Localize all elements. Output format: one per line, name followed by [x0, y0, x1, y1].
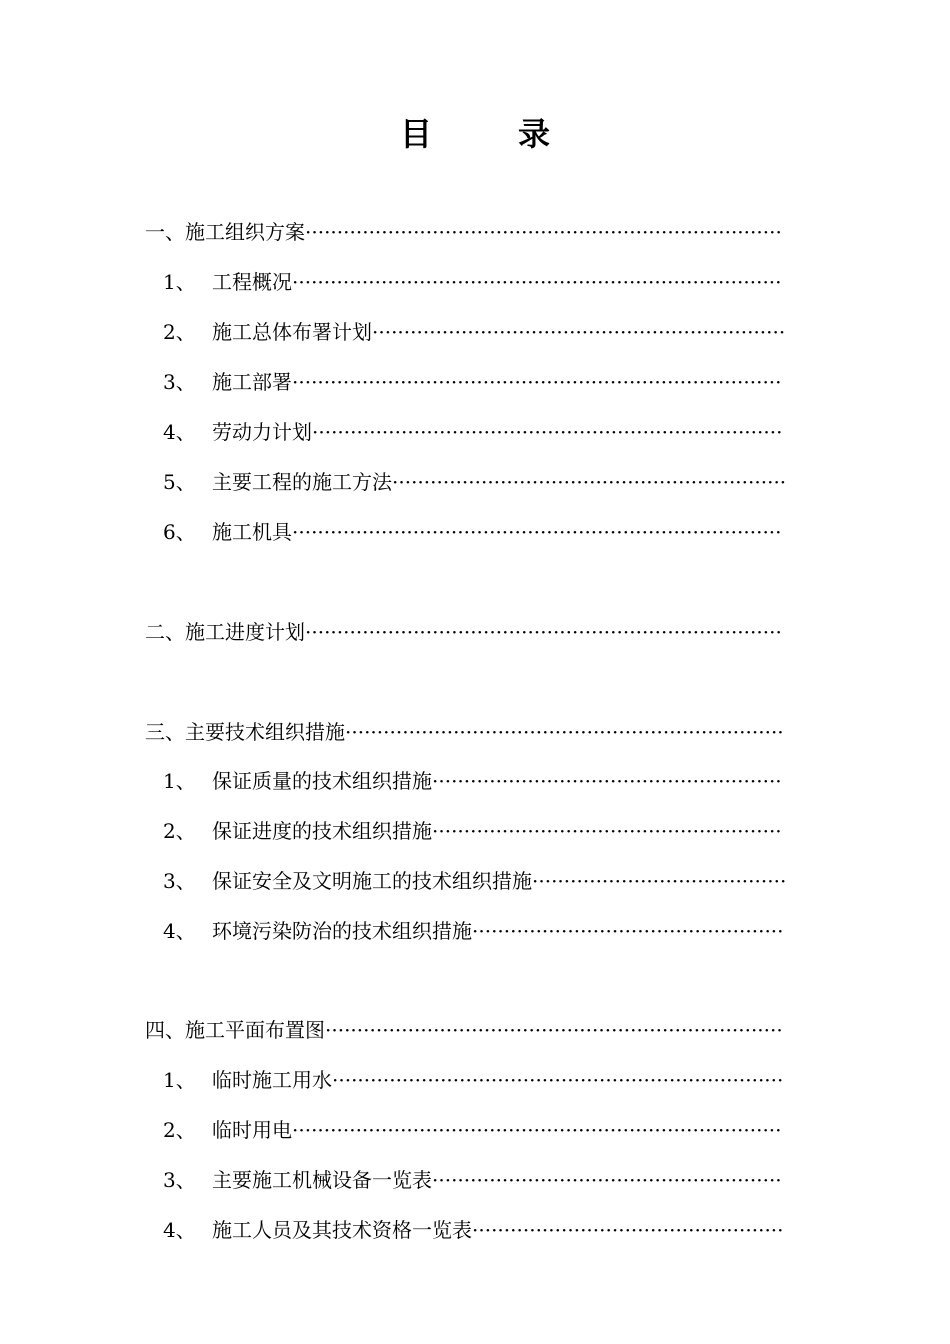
toc-item-number: 3、 [163, 869, 196, 893]
toc-section-1[interactable] [145, 217, 790, 247]
toc-leader-dots: ············································································· [292, 1118, 782, 1142]
toc-section-prefix: 四、 [145, 1018, 185, 1042]
toc-section-prefix: 三、 [145, 720, 185, 744]
toc-item[interactable] [163, 317, 792, 347]
toc-item-label: 保证质量的技术组织措施 [212, 769, 432, 793]
toc-leader-dots: ················································· [472, 919, 784, 943]
toc-item[interactable] [163, 1065, 792, 1095]
title-char-2: 录 [518, 115, 551, 153]
toc-item-label: 施工人员及其技术资格一览表 [212, 1218, 472, 1242]
toc-leader-dots: ····································································· [345, 720, 784, 744]
toc-item[interactable] [163, 816, 792, 846]
toc-section-3[interactable] [145, 717, 790, 747]
toc-item-number: 2、 [163, 320, 196, 344]
toc-item-number: 3、 [163, 370, 196, 394]
toc-item[interactable] [163, 517, 792, 547]
toc-item[interactable] [163, 866, 792, 896]
toc-item[interactable] [163, 766, 792, 796]
toc-item[interactable] [163, 467, 792, 497]
toc-item[interactable] [163, 1215, 792, 1245]
toc-item-label: 临时施工用水 [212, 1068, 332, 1092]
toc-section-2[interactable] [145, 617, 790, 647]
title-char-1: 目 [399, 115, 432, 153]
toc-leader-dots: ············································································· [292, 370, 782, 394]
toc-leader-dots: ··········································································· [305, 220, 782, 244]
toc-item-label: 主要施工机械设备一览表 [212, 1168, 432, 1192]
toc-section-prefix: 二、 [145, 620, 185, 644]
toc-item[interactable] [163, 417, 792, 447]
toc-item[interactable] [163, 367, 792, 397]
toc-leader-dots: ······································································· [332, 1068, 784, 1092]
toc-item[interactable] [163, 1115, 792, 1145]
toc-item-number: 6、 [163, 520, 196, 544]
toc-item-label: 主要工程的施工方法 [212, 470, 392, 494]
toc-section-label: 施工组织方案 [185, 220, 305, 244]
toc-item-number: 2、 [163, 819, 196, 843]
toc-section-label: 施工平面布置图 [185, 1018, 325, 1042]
toc-leader-dots: ················································· [472, 1218, 784, 1242]
toc-item-label: 工程概况 [212, 270, 292, 294]
toc-leader-dots: ··········································································· [305, 620, 782, 644]
toc-item-label: 保证安全及文明施工的技术组织措施 [212, 869, 532, 893]
toc-leader-dots: ······················································· [432, 1168, 782, 1192]
toc-item-label: 临时用电 [212, 1118, 292, 1142]
toc-item-label: 环境污染防治的技术组织措施 [212, 919, 472, 943]
toc-item-number: 5、 [163, 470, 196, 494]
toc-item-label: 施工总体布署计划 [212, 320, 372, 344]
toc-item[interactable] [163, 267, 792, 297]
page-title [0, 112, 950, 156]
toc-leader-dots: ········································································ [325, 1018, 783, 1042]
toc-leader-dots: ······················································· [432, 819, 782, 843]
toc-item-number: 4、 [163, 919, 196, 943]
toc-leader-dots: ································································· [372, 320, 786, 344]
toc-item-number: 3、 [163, 1168, 196, 1192]
toc-section-prefix: 一、 [145, 220, 185, 244]
toc-leader-dots: ······························································ [392, 470, 787, 494]
toc-section-4[interactable] [145, 1015, 790, 1045]
toc-item-number: 4、 [163, 420, 196, 444]
toc-item-number: 1、 [163, 270, 196, 294]
toc-leader-dots: ········································ [532, 869, 787, 893]
toc-leader-dots: ············································································· [292, 520, 782, 544]
toc-item-label: 保证进度的技术组织措施 [212, 819, 432, 843]
toc-leader-dots: ······················································· [432, 769, 782, 793]
toc-item-label: 劳动力计划 [212, 420, 312, 444]
toc-item-number: 1、 [163, 1068, 196, 1092]
toc-item-number: 1、 [163, 769, 196, 793]
toc-item-label: 施工机具 [212, 520, 292, 544]
toc-section-label: 主要技术组织措施 [185, 720, 345, 744]
toc-leader-dots: ············································································· [292, 270, 782, 294]
toc-section-label: 施工进度计划 [185, 620, 305, 644]
toc-item[interactable] [163, 916, 792, 946]
toc-item-label: 施工部署 [212, 370, 292, 394]
toc-leader-dots: ·········································································· [312, 420, 783, 444]
toc-item[interactable] [163, 1165, 792, 1195]
toc-item-number: 4、 [163, 1218, 196, 1242]
toc-item-number: 2、 [163, 1118, 196, 1142]
